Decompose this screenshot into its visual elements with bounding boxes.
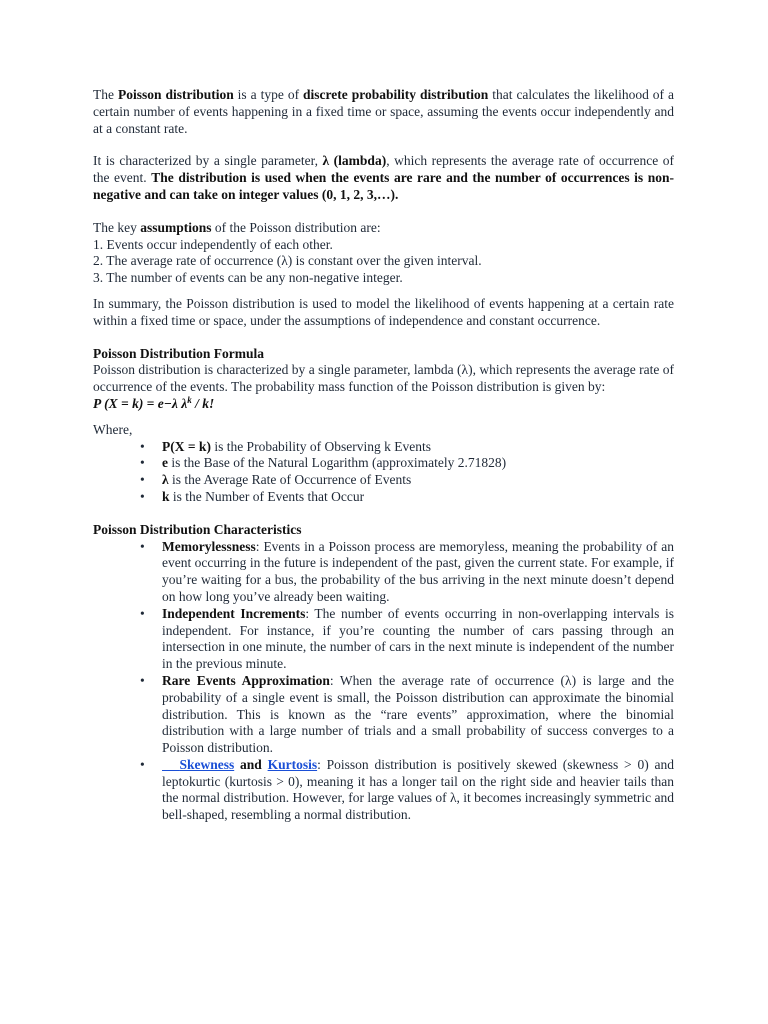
bold-statement: The distribution is used when the events are rare and the number of occurrences is non-negative and can take on integer values (0, 1, 2, 3,…). (93, 170, 675, 202)
bullet: • (140, 455, 145, 471)
pmf-formula: P (X = k) = e−λ $\lambda^k$ / k! (93, 394, 215, 411)
bullet: • (140, 756, 145, 772)
formula-description: Poisson distribution is characterized by a single parameter, lambda (λ), which represents the average rate of occurrence of the events. The probability mass function of the Poisson distribution is given by: (93, 362, 674, 395)
where-label: Where, (93, 421, 133, 437)
list-item: • P(X = k) is the Probability of Observing k Events (140, 438, 432, 454)
document-body (93, 87, 674, 824)
text: is a type of (233, 87, 304, 102)
assumption-item: 1. Events occur independently of each other. (93, 236, 333, 252)
bullet: • (140, 438, 145, 454)
section-heading: Poisson Distribution Formula (93, 345, 265, 361)
link-lead-space[interactable] (162, 757, 179, 772)
assumptions-intro: The key assumptions of the Poisson distribution are: (93, 219, 381, 235)
assumption-item: 2. The average rate of occurrence (λ) is constant over the given interval. (93, 253, 482, 269)
text: It is characterized by a single parameter, (93, 153, 323, 169)
summary-paragraph: In summary, the Poisson distribution is used to model the likelihood of events happening at a certain rate within a fixed time or space, under the assumptions of independence and constant occurrence. (93, 295, 674, 328)
text: The (93, 87, 118, 102)
bullet: • (140, 538, 145, 554)
characteristics-section (93, 522, 674, 824)
bold-term: assumptions (140, 219, 212, 235)
bullet: • (140, 605, 145, 621)
list-item: • e is the Base of the Natural Logarithm (approximately 2.71828) (140, 455, 507, 471)
kurtosis-link[interactable]: Kurtosis (267, 756, 318, 772)
list-item: • Rare Events Approximation: When the average rate of occurrence (λ) is large and the probability of a single event is small, the Poisson distribution can approximate the binomial distribution. This is known as the “rare events” approximation, where the binomial distribution with a large number of trials and a small probability of success converges to a Poisson distribution. (140, 672, 674, 756)
formula-section (93, 346, 674, 506)
definitions-list (93, 439, 674, 506)
list-item: • k is the Number of Events that Occur (140, 488, 365, 504)
bullet: • (140, 672, 145, 688)
bullet: • (140, 488, 145, 504)
skewness-link[interactable]: Skewness (179, 756, 235, 772)
characteristics-list (93, 539, 674, 825)
lambda-paragraph (93, 153, 674, 203)
bold-term: λ (lambda) (322, 153, 387, 169)
list-item: • λ is the Average Rate of Occurrence of Events (140, 472, 412, 488)
text: that calculates the likelihood of a certain number of events happening in a fixed time or space, assuming the events occur independently and at a constant rate. (93, 87, 674, 136)
list-item: • Skewness and Kurtosis: Poisson distribution is positively skewed (skewness > 0) and leptokurtic (kurtosis > 0), meaning it has a longer tail on the right side and heavier tails than the normal distribution. However, for large values of λ, it becomes increasingly symmetric and bell-shaped, resembling a normal distribution. (140, 756, 674, 823)
assumption-item: 3. The number of events can be any non-negative integer. (93, 270, 403, 286)
intro-paragraph (93, 87, 674, 137)
text: , which represents the average rate of occurrence of the event. (93, 153, 674, 186)
list-item: • Memorylessness: Events in a Poisson process are memoryless, meaning the probability of an event occurring in the future is independent of the past, given the current state. For example, if you’re waiting for a bus, the probability of the bus arriving in the next minute doesn’t depend on how long you’ve already been waiting. (140, 538, 674, 604)
list-item: • Independent Increments: The number of events occurring in non-overlapping intervals is independent. For instance, if you’re counting the number of cars passing through an intersection in one minute, the number of cars in the next minute is independent of the number in the previous minute. (140, 605, 674, 672)
bullet: • (140, 472, 145, 488)
assumptions-block (93, 220, 674, 287)
bold-term: Poisson distribution (117, 87, 234, 102)
bold-term: discrete probability distribution (303, 87, 489, 102)
section-heading: Poisson Distribution Characteristics (93, 521, 302, 537)
